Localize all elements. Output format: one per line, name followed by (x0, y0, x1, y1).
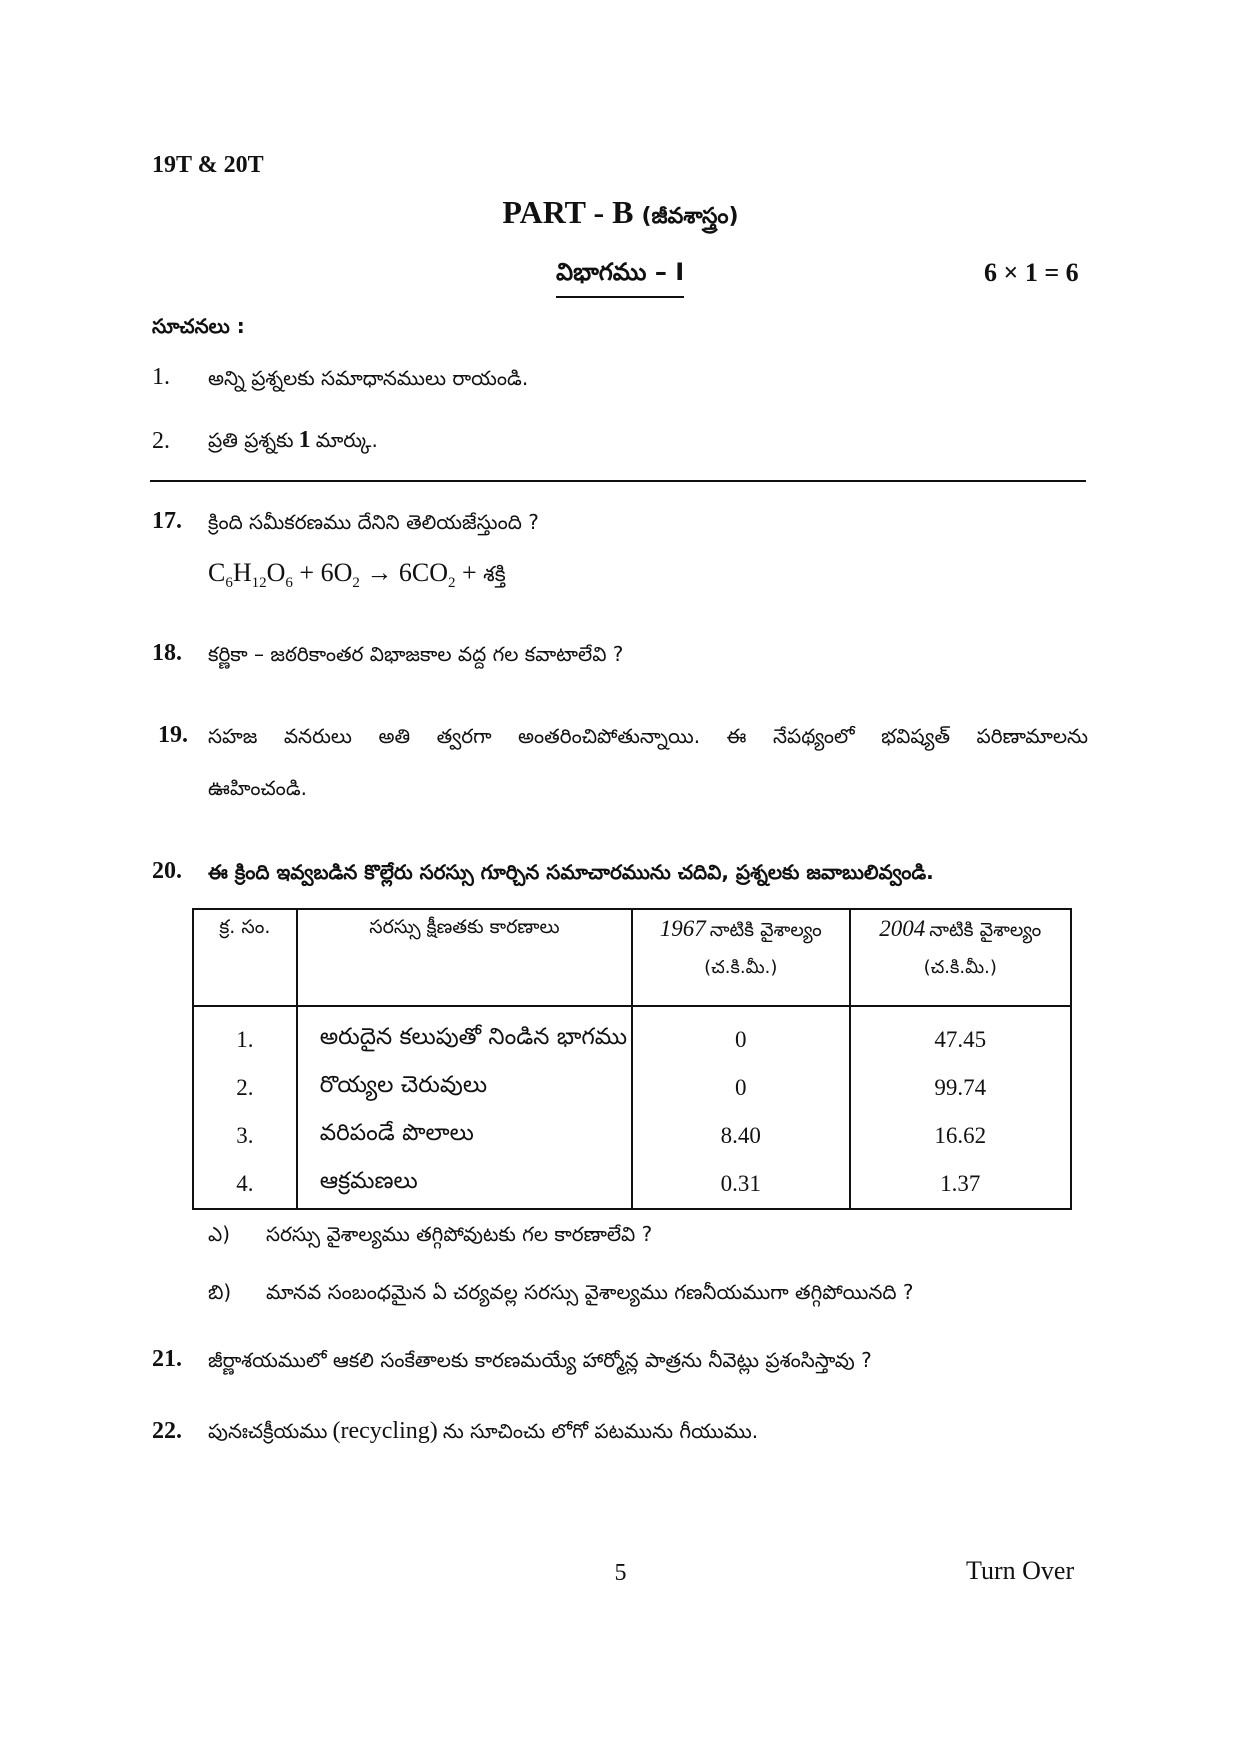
eq-hydrogen-sub: 12 (251, 575, 267, 592)
sub-question-b-label: బి) (208, 1280, 232, 1304)
header-label-1967: నాటికి వైశాల్యం (709, 919, 822, 941)
eq-carbon: C (208, 558, 226, 587)
eq-oxygen: O (266, 558, 286, 587)
table-row (193, 1112, 1071, 1160)
cell-area-1967: 0 (632, 1006, 850, 1064)
cell-area-2004: 16.62 (850, 1112, 1072, 1160)
section-title: విభాగము – I (556, 258, 684, 298)
page-number: 5 (614, 1560, 627, 1586)
q22-english-term: (recycling) (332, 1418, 438, 1444)
header-year-1967: 1967 (659, 916, 706, 941)
chemical-equation (208, 558, 506, 592)
question-text-19-line1: సహజ వనరులు అతి త్వరగా అంతరించిపోతున్నాయి. ఈ నేపథ్యంలో భవిష్యత్ పరిణామాలను (208, 724, 1088, 748)
question-text-19-line2: ఊహించండి. (208, 776, 307, 800)
cell-area-1967: 8.40 (632, 1112, 850, 1160)
cell-sno: 4. (193, 1160, 297, 1209)
cell-sno: 2. (193, 1064, 297, 1112)
cell-area-2004: 1.37 (850, 1160, 1072, 1209)
part-heading (0, 194, 1241, 234)
question-number-17: 17. (152, 508, 182, 534)
question-number-22: 22. (152, 1418, 182, 1444)
cell-reason: ఆక్రమణలు (297, 1160, 632, 1209)
divider-rule (150, 480, 1086, 482)
header-area-1967 (632, 909, 850, 1006)
eq-energy: శక్తి (483, 562, 506, 586)
question-number-19: 19. (158, 722, 188, 748)
question-text-18: కర్ణికా – జఠరికాంతర విభాజకాల వద్ద గల కవాటాలేవి ? (208, 642, 624, 666)
part-subject: (జీవశాస్త్రం) (641, 204, 739, 229)
eq-o2-sub: 2 (352, 575, 360, 592)
cell-sno: 3. (193, 1112, 297, 1160)
cell-area-2004: 47.45 (850, 1006, 1072, 1064)
cell-area-2004: 99.74 (850, 1064, 1072, 1112)
header-reason: సరస్సు క్షీణతకు కారణాలు (297, 909, 632, 1006)
q22-text-after: ను సూచించు లోగో పటమును గీయుము. (442, 1419, 759, 1443)
kolleru-lake-table (192, 908, 1072, 1210)
question-number-20: 20. (152, 858, 182, 884)
q22-text-before: పునఃచక్రీయము (208, 1419, 328, 1443)
question-text-17: క్రింది సమీకరణము దేనిని తెలియజేస్తుంది ? (208, 510, 539, 534)
marks-formula: 6 × 1 = 6 (984, 258, 1079, 287)
eq-carbon-sub: 6 (225, 575, 233, 592)
sub-question-a-label: ఎ) (208, 1222, 231, 1246)
paper-code: 19T & 20T (152, 152, 264, 178)
header-sno: క్ర. సం. (193, 909, 297, 1006)
eq-oxygen-sub: 6 (285, 575, 293, 592)
instructions-heading: సూచనలు : (152, 314, 245, 338)
question-text-20: ఈ క్రింది ఇవ్వబడిన కొల్లేరు సరస్సు గూర్చిన సమాచారమును చదివి, ప్రశ్నలకు జవాబులివ్వండి. (208, 860, 934, 884)
instruction-mark: 1 (298, 427, 311, 453)
instruction-number: 1. (152, 364, 170, 390)
header-unit-2004: (చ.కి.మీ.) (923, 957, 997, 978)
question-number-18: 18. (152, 640, 182, 666)
table-row (193, 1160, 1071, 1209)
turn-over-note: Turn Over (966, 1556, 1075, 1585)
question-text-21: జీర్ణాశయములో ఆకలి సంకేతాలకు కారణమయ్యే హార్మోన్ల పాత్రను నీవెట్లు ప్రశంసిస్తావు ? (208, 1348, 872, 1372)
header-unit-1967: (చ.కి.మీ.) (704, 957, 778, 978)
instruction-text: అన్ని ప్రశ్నలకు సమాధానములు రాయండి. (208, 366, 529, 390)
instruction-text-before: ప్రతి ప్రశ్నకు (208, 428, 294, 452)
cell-reason: అరుదైన కలుపుతో నిండిన భాగము (297, 1006, 632, 1064)
question-text-22 (208, 1418, 758, 1448)
header-label-2004: నాటికి వైశాల్యం (929, 919, 1042, 941)
table-row (193, 1006, 1071, 1064)
instruction-text (208, 427, 378, 457)
question-number-21: 21. (152, 1346, 182, 1372)
instruction-item (152, 428, 170, 455)
part-title: PART - B (502, 194, 634, 230)
instruction-number: 2. (152, 428, 170, 454)
cell-area-1967: 0 (632, 1064, 850, 1112)
table-row (193, 1064, 1071, 1112)
instruction-item (152, 364, 170, 391)
eq-co2-sub: 2 (447, 575, 456, 592)
cell-sno: 1. (193, 1006, 297, 1064)
sub-question-b-text: మానవ సంబంధమైన ఏ చర్యవల్ల సరస్సు వైశాల్యము గణనీయముగా తగ్గిపోయినది ? (266, 1280, 914, 1304)
instruction-text-after: మార్కు. (315, 428, 378, 452)
eq-plus: + (461, 558, 477, 587)
header-year-2004: 2004 (879, 916, 926, 941)
eq-hydrogen: H (232, 558, 252, 587)
eq-plus-oxygen: + 6O (299, 558, 353, 587)
sub-question-a-text: సరస్సు వైశాల్యము తగ్గిపోవుటకు గల కారణాలేవి ? (266, 1222, 653, 1246)
cell-area-1967: 0.31 (632, 1160, 850, 1209)
cell-reason: వరిపండే పొలాలు (297, 1112, 632, 1160)
eq-arrow-co2: → 6CO (366, 558, 448, 587)
table-header-row (193, 909, 1071, 1006)
cell-reason: రొయ్యల చెరువులు (297, 1064, 632, 1112)
header-area-2004 (850, 909, 1072, 1006)
